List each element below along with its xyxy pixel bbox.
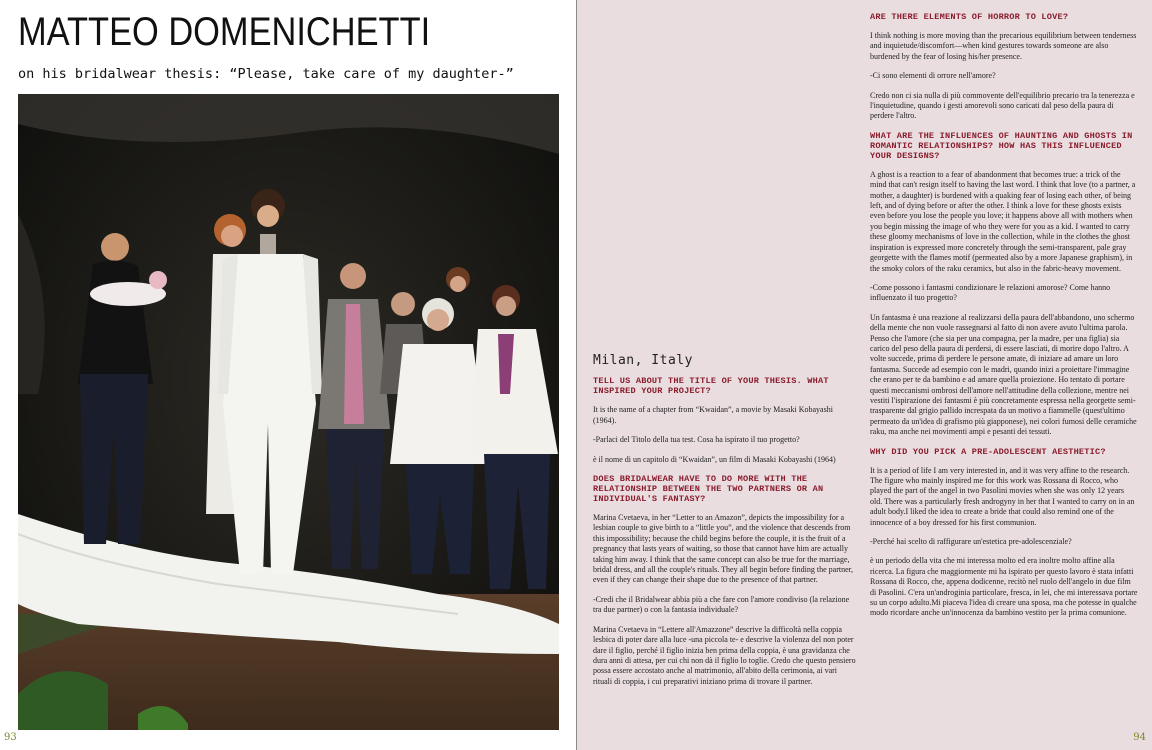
page-number-left: 93 <box>4 732 17 743</box>
interview-question: WHAT ARE THE INFLUENCES OF HAUNTING AND GHOSTS IN ROMANTIC RELATIONSHIPS? HOW HAS THIS INFLUENCED YOUR DESIGNS? <box>870 130 1133 161</box>
interview-paragraph: -Credi che il Bridalwear abbia più a che fare con l'amore condiviso (la relazione tra due partner) o con la fantasia individuale? <box>593 594 850 615</box>
interview-column-left <box>593 353 858 696</box>
location-label: Milan, Italy <box>593 353 693 368</box>
interview-paragraph: It is a period of life I am very interested in, and it was very affine to the research. The figure who mainly inspired me for this work was Rossana di Rocco, who played the part of the angel in two Pasolini movies when she was only 12 years old. There was a particularly fresh androgyny in her that I wanted to carry on in an adult body.I liked the idea to create a bride that could also remind one of the innocence of a boy dressed for his first communion. <box>870 465 1135 527</box>
interview-paragraph: I think nothing is more moving than the precarious equilibrium between tenderness and inquietude/discomfort—when kind gestures towards someone are also burdened by the fear of losing his/her presence. <box>870 31 1137 61</box>
group-photo <box>18 94 559 730</box>
interview-paragraph: It is the name of a chapter from “Kwaidan”, a movie by Masaki Kobayashi (1964). <box>593 405 833 425</box>
interview-paragraph: Marina Cvetaeva in “Lettere all'Amazzone” descrive la difficoltà nella coppia lesbica di poter dare alla luce -una piccola te- e descrive la violenza del non poter dare il figlio, perché il figlio inizia ben prima della coppia, è una gravidanza che dura anni di attesa, per cui chi non dà il figlio lo toglie. Credo che questo pensiero possa essere accostato anche al matrimonio, all'abito della cerimonia, ai vari rituali di coppia, i cui preparativi iniziano prima di trovare il partner. <box>593 624 856 686</box>
interview-column-right <box>870 12 1138 628</box>
interview-paragraph: è un periodo della vita che mi interessa molto ed era inoltre molto affine alla ricerca. La figura che maggiormente mi ha ispirato per questo lavoro è stata infatti Rossana di Rocco, che, appena dodicenne, recitò nel ruolo dell'angelo in due film di Pasolini. C'era un'androginia particolare, fresca, in lei, che mi interessava portare su un corpo adulto.Mi piaceva l'idea di creare una sposa, ma che potesse in qualche modo ricordare anche un'innocenza da bambino vestito per la prima comunione. <box>870 556 1138 618</box>
interview-paragraph: A ghost is a reaction to a fear of abandonment that becomes true: a trick of the mind that can't resign itself to having the last word. I think that love (to a partner, a mother, a daughter) is burdened with a quaking fear of losing each other, of being left, and of dying before or after the other. I think a love for these ghosts exists even before you lose the people you love; it happens above all with mothers when you begin missing the image of who they were for you as a kid. I wanted to carry these gloomy mechanisms of love in the collection, while in the clothes the ghost inspiration is expressed more concretely through the semi-transparent, pale gray georgette with the flames motif (permeated also by a more Japanese graphism), in the smoky colors of the raku ceramics, but also in the fabric-heavy movement. <box>870 169 1136 273</box>
interview-paragraph: Credo non ci sia nulla di più commovente dell'equilibrio precario tra la tenerezza e l'inquietudine, quando i gesti amorevoli sono caricati dal peso della paura di perdere l'altro. <box>870 90 1135 121</box>
interview-paragraph: -Come possono i fantasmi condizionare le relazioni amorose? Come hanno influenzato il tuo progetto? <box>870 282 1111 303</box>
article-subtitle: on his bridalwear thesis: “Please, take care of my daughter-” <box>18 66 514 82</box>
article-title: MATTEO DOMENICHETTI <box>18 10 431 54</box>
interview-question: WHY DID YOU PICK A PRE-ADOLESCENT AESTHETIC? <box>870 446 1106 457</box>
interview-question: TELL US ABOUT THE TITLE OF YOUR THESIS. WHAT INSPIRED YOUR PROJECT? <box>593 376 829 397</box>
interview-paragraph: Marina Cvetaeva, in her “Letter to an Amazon”, depicts the impossibility for a lesbian couple to give birth to a “little you”, and the violence that descends from this impossibility; because the child begins before the couple, it is the fruit of a pregnancy that lasts years of waiting, so those that cannot have him are actually taking him away. I think that the same concept can also be true for the marriage, bridal dress, and all the couple's rituals. They all begin before finding the partner, even if they can change their shape due to the presence of that partner. <box>593 513 854 585</box>
page-number-right: 94 <box>1133 732 1146 743</box>
interview-question: ARE THERE ELEMENTS OF HORROR TO LOVE? <box>870 12 1069 22</box>
interview-paragraph: è il nome di un capitolo di “Kwaidan”, un film di Masaki Kobayashi (1964) <box>593 454 836 464</box>
interview-question: DOES BRIDALWEAR HAVE TO DO MORE WITH THE RELATIONSHIP BETWEEN THE TWO PARTNERS OR AN INDIVIDUAL'S FANTASY? <box>593 474 824 505</box>
interview-paragraph: Un fantasma è una reazione al realizzarsi della paura dell'abbandono, uno schermo della mente che non vuole rassegnarsi al fatto di non avere avuto l'ultima parola. Penso che l'amore (che sia per una compagna, per la madre, per una figlia) sia carico del peso della paura di perdersi, di essere lasciati, di morire dopo l'altro. A volte succede, prima di perdere le persone amate, di iniziare ad amare un loro fantasma. Succede ad esempio con le madri, quando inizi a proiettare l'immagine che erano per te da bambino e ad amare quella proiezione. Ho tentato di portare questi meccanismi ombrosi dell'amore nell'attitudine della collezione, mentre nei vestiti l'ispirazione dei fantasmi è più concretamente espressa nella georgette semi-trasparente dal grigio pallido increspata da un motivo a fiammelle (quest'ultimo permeato da un'idea di grafismo più giapponese), nei colori fumosi delle ceramiche raku, ma anche nei movimenti ampi e pesanti dei tessuti. <box>870 312 1137 437</box>
interview-paragraph: -Ci sono elementi di orrore nell'amore? <box>870 71 996 81</box>
group-photo-illustration <box>18 94 559 730</box>
interview-paragraph: -Perché hai scelto di raffigurare un'estetica pre-adolescenziale? <box>870 537 1072 547</box>
right-column-body <box>870 12 1138 619</box>
interview-paragraph: -Parlaci del Titolo della tua test. Cosa ha ispirato il tuo progetto? <box>593 435 800 445</box>
left-column-body <box>593 376 858 687</box>
